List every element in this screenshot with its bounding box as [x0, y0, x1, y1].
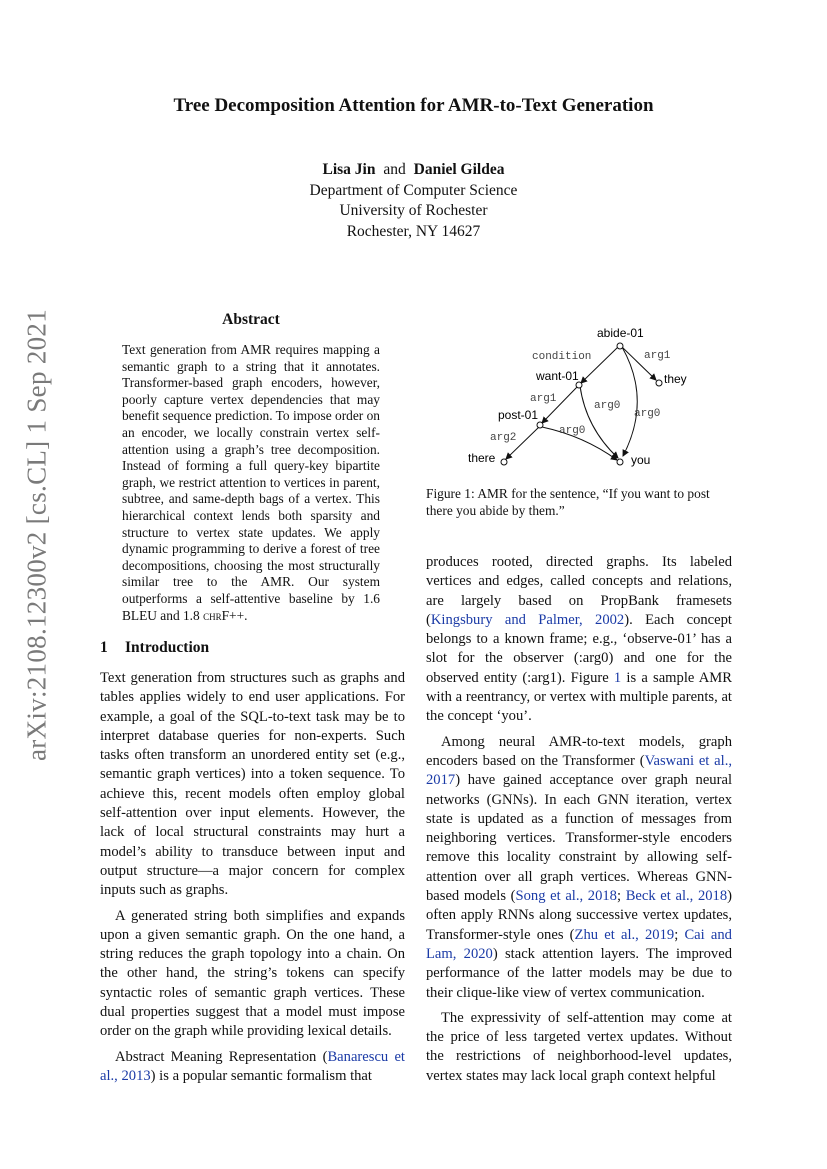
abstract-text: Text generation from AMR requires mapping a semantic graph to a string that it annotates. Transformer-based graph encoders, however, poorly capture vertex dependencies that may benefit sequence prediction. To impose order on an encoder, we locally constrain vertex self-attention using a graph’s tree decomposition. Instead of forming a full query-key bipartite graph, we restrict attention to vertices in parent, subtree, and same-depth bags of a vertex. This hierarchical context lends both sparsity and structure to vertex state updates. We apply dynamic programming to derive a forest of tree decompositions, choosing the most structurally similar tree to the AMR. Our system outperforms a self-attentive baseline by 1.6 BLEU and 1.8: [122, 342, 380, 623]
paragraph: [426, 553, 732, 727]
abstract-text-end: ++.: [229, 607, 248, 623]
node-label-you: you: [631, 453, 651, 467]
figure-caption: Figure 1: AMR for the sentence, “If you want to post there you abide by them.”: [426, 486, 710, 518]
paragraph-text: ;: [616, 888, 626, 905]
affiliation-department: Department of Computer Science: [309, 181, 518, 199]
node-label-abide: abide-01: [597, 326, 644, 340]
paragraph-text: Among neural AMR-to-text models, graph encoders based on the Transformer (: [426, 733, 732, 769]
node-abide: [617, 343, 623, 349]
citation-link[interactable]: Vaswani et al., 2017: [426, 752, 732, 789]
edge-arg0-abide-you: [622, 347, 637, 456]
paragraph-text: ) often apply RNNs along successive vertex updates, Transformer-style ones (: [426, 888, 733, 943]
section-title: Introduction: [125, 639, 210, 656]
paragraph-text: is a sample AMR with a reentrancy, or vertex with multiple parents, at the concept ‘you’.: [426, 669, 732, 725]
citation-link[interactable]: Beck et al., 2018: [625, 888, 728, 905]
abstract-heading: Abstract: [222, 311, 280, 328]
citation-link[interactable]: Kingsbury and Palmer, 2002: [430, 611, 625, 628]
paragraph-text: ) have gained acceptance over graph neural networks (GNNs). In each GNN iteration, vertex state is updated as a function of messages from neighboring vertices. Transformer-style encoders remove this locality constraint by allowing self-attention over all graph vertices. Whereas GNN-based models (: [426, 772, 732, 905]
node-there: [501, 459, 507, 465]
section-heading: [100, 639, 209, 657]
node-label-they: they: [664, 372, 687, 386]
author-name: Lisa Jin: [322, 161, 376, 178]
author-block: [0, 160, 827, 242]
paragraph: [100, 1048, 405, 1087]
paragraph: A generated string both simplifies and expands upon a given semantic graph. On the one hand, a string reduces the graph topology into a chain. On the other hand, the string’s tokens can specify syntactic roles of semantic graph vertices. These dual properties suggest that a model must impose order on the graph while providing lexical details.: [100, 907, 405, 1040]
affiliation-location: Rochester, NY 14627: [346, 222, 481, 240]
paragraph-text: ). Each concept belongs to a known frame; e.g., ‘observe-01’ has a slot for the observer (:arg0) and one for the observed entity (:arg1). Figure: [426, 611, 732, 686]
author-conjunction: and: [383, 161, 406, 178]
citation-link[interactable]: Song et al., 2018: [515, 888, 617, 905]
amr-graph-figure: [460, 320, 700, 470]
edge-arg0-want-you: [580, 386, 621, 458]
left-column: [100, 669, 405, 1092]
node-label-post: post-01: [498, 408, 539, 422]
node-they: [656, 380, 662, 386]
arxiv-identifier: arXiv:2108.12300v2 [cs.CL] 1 Sep 2021: [21, 308, 52, 762]
citation-link[interactable]: Banarescu et al., 2013: [100, 1048, 405, 1084]
paragraph-text: ) is a popular semantic formalism that: [150, 1067, 372, 1084]
citation-link[interactable]: Zhu et al., 2019: [574, 926, 675, 943]
author-line: [0, 160, 827, 181]
edge-label-arg0-want: arg0: [594, 400, 621, 412]
paragraph: Text generation from structures such as graphs and tables applies widely to end user applications. For example, a goal of the SQL-to-text task may be to interpret database queries for non-experts. Such tasks often transform an unordered entity set (e.g., semantic graph vertices) into a token sequence. To achieve this, recent models often employ global self-attention over input elements. However, the lack of local structural constraints may hurt a model’s ability to transduce between input and output structure—a major concern for complex inputs such as graphs.: [100, 670, 405, 899]
figure-reference-link[interactable]: 1: [613, 669, 622, 686]
paper-title: Tree Decomposition Attention for AMR-to-Text Generation: [173, 95, 654, 116]
abstract-body: [122, 342, 380, 624]
paragraph-text: Abstract Meaning Representation (: [115, 1048, 328, 1065]
edge-label-condition: condition: [532, 351, 592, 363]
node-you: [617, 459, 623, 465]
affiliation-university: University of Rochester: [339, 202, 488, 219]
node-label-want: want-01: [536, 369, 579, 383]
edge-label-arg2: arg2: [490, 432, 517, 444]
section-number: 1: [100, 639, 108, 656]
edge-label-arg0-abide: arg0: [634, 408, 661, 420]
node-post: [537, 422, 543, 428]
author-name: Daniel Gildea: [413, 161, 505, 178]
right-column: [426, 553, 732, 1092]
paragraph: [426, 733, 732, 1003]
edge-label-arg1-they: arg1: [644, 350, 671, 362]
chrf-metric: chrF: [203, 607, 230, 623]
paragraph-text: ) stack attention layers. The improved performance of the latter models may be due to their clique-like view of vertex communication.: [426, 945, 732, 1001]
edge-label-arg1-post: arg1: [530, 393, 557, 405]
paragraph-text: produces rooted, directed graphs. Its labeled vertices and edges, called concepts and relations, are largely based on PropBank framesets (: [426, 554, 732, 628]
node-label-there: there: [468, 451, 496, 465]
citation-link[interactable]: Cai and Lam, 2020: [426, 926, 732, 962]
paragraph: The expressivity of self-attention may come at the price of less targeted vertex updates. Without the restrictions of neighborhood-level updates, vertex states may lack local graph context helpful: [426, 1009, 732, 1084]
paragraph-text: ;: [674, 926, 685, 943]
edge-label-arg0-post: arg0: [559, 425, 586, 437]
